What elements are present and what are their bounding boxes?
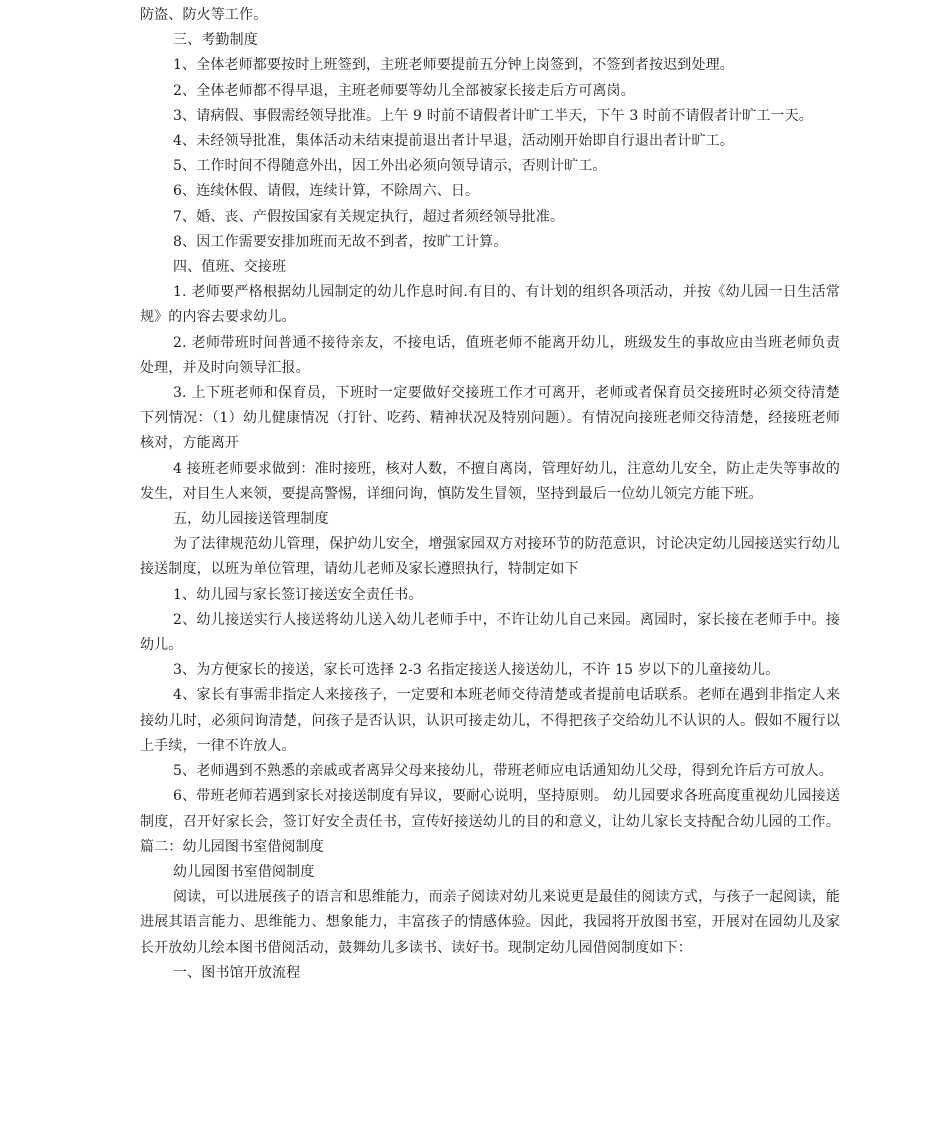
paragraph: 7、婚、丧、产假按国家有关规定执行，超过者须经领导批准。 xyxy=(173,208,565,225)
paragraph: 1、全体老师都要按时上班签到，主班老师要提前五分钟上岗签到，不签到者按迟到处理。 xyxy=(173,57,734,74)
paragraph: 阅读，可以进展孩子的语言和思维能力，而亲子阅读对幼儿来说更是最佳的阅读方式，与孩子一起阅读，能进展其语言能力、思维能力、想象能力，丰富孩子的情感体验。因此，我园将开放图书室，开展对在园幼儿及家长开放幼儿绘本图书借阅活动，鼓舞幼儿多读书、读好书。现制定幼儿园借阅制度如下： xyxy=(140,889,840,956)
paragraph: 1、幼儿园与家长签订接送安全责任书。 xyxy=(173,586,423,603)
document-title-library: 幼儿园图书室借阅制度 xyxy=(173,863,315,880)
paragraph: 2、幼儿接送实行人接送将幼儿送入幼儿老师手中，不许让幼儿自己来园。离园时，家长接在老师手中。接幼儿。 xyxy=(140,611,840,654)
paragraph: 8、因工作需要安排加班而无故不到者，按旷工计算。 xyxy=(173,233,508,250)
paragraph: 2. 老师带班时间普通不接待亲友，不接电话，值班老师不能离开幼儿，班级发生的事故应由当班老师负责处理，并及时向领导汇报。 xyxy=(140,334,840,376)
paragraph: 6、带班老师若遇到家长对接送制度有异议，要耐心说明，坚持原则。 幼儿园要求各班高度重视幼儿园接送制度，召开好家长会，签订好安全责任书，宣传好接送幼儿的目的和意义，让幼儿家长支持配合幼儿园的工作。篇二：幼儿园图书室借阅制度 xyxy=(140,788,840,855)
paragraph: 5、老师遇到不熟悉的亲戚或者离异父母来接幼儿，带班老师应电话通知幼儿父母，得到允许后方可放人。 xyxy=(173,763,833,780)
paragraph: 4、家长有事需非指定人来接孩子，一定要和本班老师交待清楚或者提前电话联系。老师在遇到非指定人来接幼儿时，必须问询清楚，问孩子是否认识，认识可接走幼儿，不得把孩子交给幼儿不认识的人。假如不履行以上手续，一律不许放人。 xyxy=(140,687,840,754)
paragraph: 4、未经领导批准，集体活动未结束提前退出者计早退，活动刚开始即自行退出者计旷工。 xyxy=(173,133,734,150)
paragraph: 3、请病假、事假需经领导批准。上午 9 时前不请假者计旷工半天，下午 3 时前不请假者计旷工一天。 xyxy=(173,107,813,124)
paragraph: 2、全体老师都不得早退，主班老师要等幼儿全部被家长接走后方可离岗。 xyxy=(173,82,635,99)
paragraph: 4 接班老师要求做到：准时接班，核对人数，不擅自离岗，管理好幼儿，注意幼儿安全，防止走失等事故的发生，对目生人来领，要提高警惕，详细问询，慎防发生冒领，坚持到最后一位幼儿领完方能下班。 xyxy=(140,460,840,502)
document-body xyxy=(140,3,840,986)
paragraph-continuation: 防盗、防火等工作。 xyxy=(140,7,268,23)
section-heading-duty: 四、值班、交接班 xyxy=(173,259,287,276)
section-heading-pickup: 五，幼儿园接送管理制度 xyxy=(173,511,329,528)
paragraph: 为了法律规范幼儿管理，保护幼儿安全，增强家园双方对接环节的防范意识，讨论决定幼儿园接送实行幼儿接送制度，以班为单位管理，请幼儿老师及家长遵照执行，特制定如下 xyxy=(140,536,840,578)
paragraph: 1. 老师要严格根据幼儿园制定的幼儿作息时间.有目的、有计划的组织各项活动，并按《幼儿园一日生活常规》的内容去要求幼儿。 xyxy=(140,284,840,326)
paragraph: 5、工作时间不得随意外出，因工外出必须向领导请示，否则计旷工。 xyxy=(173,158,607,175)
section-heading-attendance: 三、考勤制度 xyxy=(173,32,258,49)
paragraph: 6、连续休假、请假，连续计算，不除周六、日。 xyxy=(173,183,480,200)
section-heading-library-process: 一、图书馆开放流程 xyxy=(173,964,301,981)
paragraph: 3. 上下班老师和保育员，下班时一定要做好交接班工作才可离开，老师或者保育员交接班时必须交待清楚下列情况：（1）幼儿健康情况（打针、吃药、精神状况及特别问题）。有情况向接班老师交待清楚，经接班老师核对，方能离开 xyxy=(140,385,840,452)
paragraph: 3、为方便家长的接送，家长可选择 2-3 名指定接送人接送幼儿，不许 15 岁以下的儿童接幼儿。 xyxy=(173,662,780,679)
